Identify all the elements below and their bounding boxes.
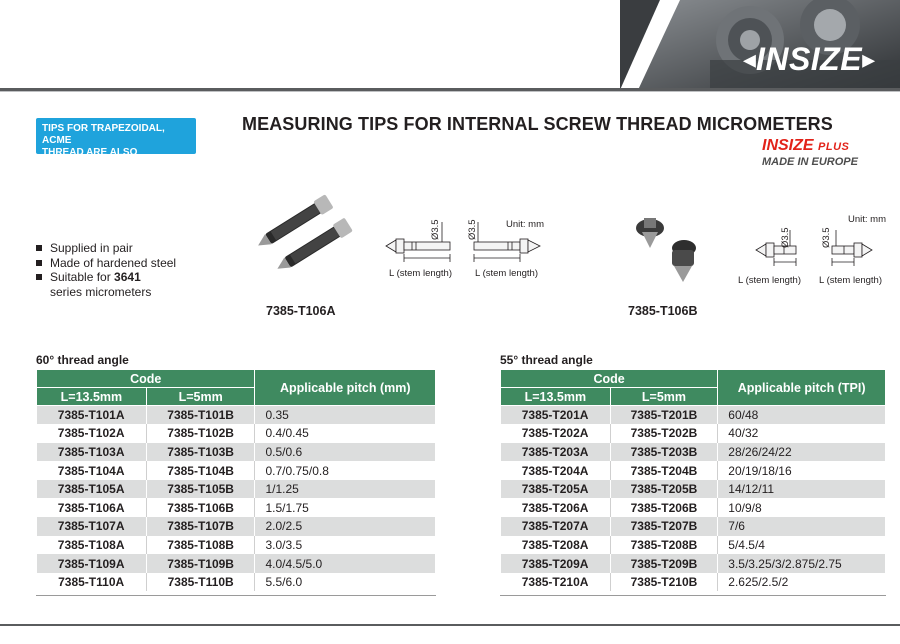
table-row: [37, 424, 436, 443]
pitch-cell: 20/19/18/16: [718, 461, 886, 480]
pitch-cell: 2.625/2.5/2: [718, 573, 886, 592]
diameter-label: Ø3.5: [780, 227, 791, 248]
table-60-body: [37, 406, 436, 592]
table-60-bottom-rule: [36, 595, 436, 596]
bullet-icon: [36, 245, 42, 251]
code-cell: 7385-T103B: [146, 443, 255, 462]
table-row: [501, 536, 886, 555]
code-cell: 7385-T108A: [37, 536, 147, 555]
arrow-right-icon: ▸: [862, 43, 876, 74]
stem-length-label: L (stem length): [819, 275, 883, 286]
code-cell: 7385-T210A: [501, 573, 611, 592]
code-cell: 7385-T209A: [501, 554, 611, 573]
code-cell: 7385-T102A: [37, 424, 147, 443]
col-l5-header: L=5mm: [610, 388, 718, 406]
code-cell: 7385-T208A: [501, 536, 611, 555]
table-row: [501, 517, 886, 536]
pitch-cell: 5.5/6.0: [255, 573, 436, 592]
bullet-icon: [36, 260, 42, 266]
pitch-cell: 40/32: [718, 424, 886, 443]
arrow-left-icon: ◂: [742, 43, 756, 74]
code-cell: 7385-T110A: [37, 573, 147, 592]
code-cell: 7385-T101B: [146, 406, 255, 425]
tips-badge: [36, 118, 196, 170]
table-row: [37, 517, 436, 536]
table-55-body: [501, 406, 886, 592]
pitch-cell: 60/48: [718, 406, 886, 425]
unit-label: Unit: mm: [848, 214, 886, 225]
code-cell: 7385-T109A: [37, 554, 147, 573]
table-row: [501, 554, 886, 573]
code-cell: 7385-T107A: [37, 517, 147, 536]
sub-logo-plus: PLUS: [818, 141, 850, 153]
code-cell: 7385-T203B: [610, 443, 718, 462]
pitch-cell: 0.7/0.75/0.8: [255, 461, 436, 480]
code-cell: 7385-T108B: [146, 536, 255, 555]
pitch-cell: 0.5/0.6: [255, 443, 436, 462]
code-cell: 7385-T101A: [37, 406, 147, 425]
feature-item: Suitable for 3641 series micrometers: [36, 270, 176, 299]
code-cell: 7385-T209B: [610, 554, 718, 573]
product-a-code: 7385-T106A: [266, 304, 336, 318]
code-cell: 7385-T201B: [610, 406, 718, 425]
code-cell: 7385-T103A: [37, 443, 147, 462]
feature-item: Supplied in pair: [36, 241, 176, 256]
made-in-label: MADE IN EUROPE: [762, 156, 858, 168]
code-cell: 7385-T104B: [146, 461, 255, 480]
table-55-title: 55° thread angle: [500, 353, 593, 367]
table-row: [501, 461, 886, 480]
pitch-cell: 7/6: [718, 517, 886, 536]
pitch-cell: 0.35: [255, 406, 436, 425]
diameter-label: Ø3.5: [467, 219, 478, 240]
code-cell: 7385-T203A: [501, 443, 611, 462]
insize-logo: ◂ INSIZE ▸: [742, 40, 876, 77]
table-row: [37, 536, 436, 555]
table-row: [37, 498, 436, 517]
code-header: Code: [37, 370, 255, 388]
pitch-cell: 1.5/1.75: [255, 498, 436, 517]
sub-logo: INSIZE: [762, 137, 814, 154]
product-b-drawing: [748, 230, 888, 270]
table-row: [37, 554, 436, 573]
diameter-label: Ø3.5: [821, 227, 832, 248]
table-row: [501, 443, 886, 462]
bullet-icon: [36, 274, 42, 280]
stem-length-label: L (stem length): [475, 268, 539, 279]
pitch-cell: 10/9/8: [718, 498, 886, 517]
header-photo: [620, 0, 900, 90]
col-l135-header: L=13.5mm: [501, 388, 611, 406]
features-list: [36, 241, 176, 299]
diameter-label: Ø3.5: [430, 219, 441, 240]
table-row: [37, 406, 436, 425]
table-row: [501, 480, 886, 499]
code-cell: 7385-T205A: [501, 480, 611, 499]
code-cell: 7385-T104A: [37, 461, 147, 480]
unit-label: Unit: mm: [506, 219, 544, 230]
brand-block: [762, 137, 890, 171]
code-cell: 7385-T106B: [146, 498, 255, 517]
pitch-cell: 14/12/11: [718, 480, 886, 499]
code-cell: 7385-T204A: [501, 461, 611, 480]
code-cell: 7385-T106A: [37, 498, 147, 517]
page-title: MEASURING TIPS FOR INTERNAL SCREW THREAD MICROMETERS: [242, 114, 833, 134]
table-60-title: 60° thread angle: [36, 353, 129, 367]
table-row: [501, 424, 886, 443]
product-b-photo: [628, 208, 718, 288]
pitch-cell: 5/4.5/4: [718, 536, 886, 555]
code-cell: 7385-T105B: [146, 480, 255, 499]
code-cell: 7385-T109B: [146, 554, 255, 573]
pitch-cell: 28/26/24/22: [718, 443, 886, 462]
pitch-cell: 0.4/0.45: [255, 424, 436, 443]
table-row: [501, 573, 886, 592]
table-row: [37, 480, 436, 499]
badge-line-2: THREAD ARE ALSO AVAILABLE: [42, 147, 138, 170]
stem-length-label: L (stem length): [738, 275, 802, 286]
table-row: [37, 573, 436, 592]
product-b-code: 7385-T106B: [628, 304, 698, 318]
product-a-photo: [252, 190, 362, 280]
code-cell: 7385-T202B: [610, 424, 718, 443]
pitch-cell: 3.5/3.25/3/2.875/2.75: [718, 554, 886, 573]
code-cell: 7385-T204B: [610, 461, 718, 480]
code-cell: 7385-T110B: [146, 573, 255, 592]
badge-line-1: TIPS FOR TRAPEZOIDAL, ACME: [42, 123, 165, 146]
pitch-cell: 4.0/4.5/5.0: [255, 554, 436, 573]
code-cell: 7385-T206B: [610, 498, 718, 517]
stem-length-label: L (stem length): [389, 268, 453, 279]
table-row: [501, 498, 886, 517]
code-cell: 7385-T107B: [146, 517, 255, 536]
code-cell: 7385-T207B: [610, 517, 718, 536]
code-header: Code: [501, 370, 718, 388]
feature-item: Made of hardened steel: [36, 256, 176, 271]
table-row: [37, 461, 436, 480]
code-cell: 7385-T210B: [610, 573, 718, 592]
pitch-cell: 3.0/3.5: [255, 536, 436, 555]
pitch-header: Applicable pitch (mm): [255, 370, 436, 406]
footer-divider: [0, 624, 900, 626]
table-row: [501, 406, 886, 425]
header-divider-thin: [0, 91, 900, 92]
code-cell: 7385-T207A: [501, 517, 611, 536]
col-l135-header: L=13.5mm: [37, 388, 147, 406]
table-row: [37, 443, 436, 462]
code-cell: 7385-T206A: [501, 498, 611, 517]
pitch-cell: 1/1.25: [255, 480, 436, 499]
code-cell: 7385-T105A: [37, 480, 147, 499]
col-l5-header: L=5mm: [146, 388, 255, 406]
table-55: [500, 369, 886, 591]
pitch-cell: 2.0/2.5: [255, 517, 436, 536]
code-cell: 7385-T205B: [610, 480, 718, 499]
pitch-header: Applicable pitch (TPI): [718, 370, 886, 406]
code-cell: 7385-T202A: [501, 424, 611, 443]
code-cell: 7385-T201A: [501, 406, 611, 425]
code-cell: 7385-T208B: [610, 536, 718, 555]
table-55-bottom-rule: [500, 595, 886, 596]
code-cell: 7385-T102B: [146, 424, 255, 443]
table-60: [36, 369, 436, 591]
